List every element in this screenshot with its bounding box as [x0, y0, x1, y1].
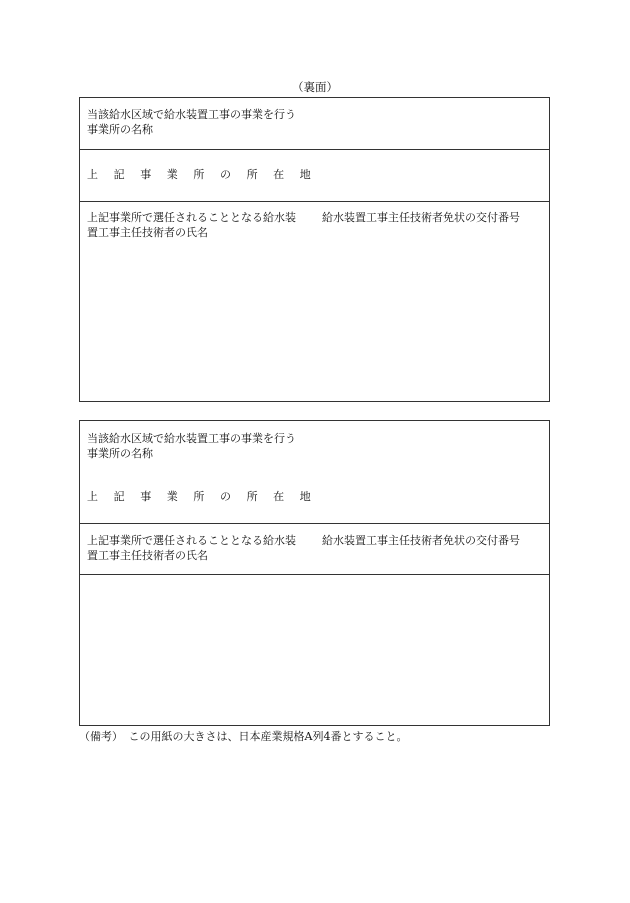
page-heading: （裏面）: [292, 80, 338, 94]
location-char: 所: [246, 490, 258, 503]
location-char: 事: [140, 168, 152, 181]
location-char: 在: [273, 490, 285, 503]
location-char: 記: [113, 490, 125, 503]
office-name-label-line2: 事業所の名称: [87, 447, 153, 460]
location-char: 記: [113, 168, 125, 181]
location-char: 所: [193, 490, 205, 503]
location-char: の: [219, 490, 231, 503]
license-number-label: 給水装置工事主任技術者免状の交付番号: [322, 211, 520, 224]
location-char: 地: [299, 168, 311, 181]
location-char: 地: [299, 490, 311, 503]
office-location-label: [87, 489, 326, 504]
office-location-row[interactable]: [80, 150, 549, 202]
office-name-row[interactable]: [80, 98, 549, 150]
form-block-1: [79, 97, 550, 402]
location-char: 事: [140, 490, 152, 503]
technician-label-line1: 上記事業所で選任されることとなる給水装: [87, 211, 296, 224]
office-name-label-line1: 当該給水区域で給水装置工事の事業を行う: [87, 108, 296, 121]
location-char: 所: [193, 168, 205, 181]
location-char: 上: [87, 490, 98, 503]
technician-label-line2: 置工事主任技術者の氏名: [87, 226, 208, 239]
location-char: 所: [246, 168, 258, 181]
location-char: の: [219, 168, 231, 181]
office-location-label: [87, 167, 326, 182]
form-block-2: [79, 420, 550, 726]
technician-header-row: [80, 524, 549, 575]
office-name-and-location-row[interactable]: [80, 421, 549, 524]
remarks-note: （備考） この用紙の大きさは、日本産業規格A列4番とすること。: [79, 730, 408, 743]
location-char: 上: [87, 168, 98, 181]
office-name-label-line1: 当該給水区域で給水装置工事の事業を行う: [87, 432, 296, 445]
technician-label-line1: 上記事業所で選任されることとなる給水装: [87, 534, 296, 547]
location-char: 業: [166, 168, 178, 181]
location-char: 在: [273, 168, 285, 181]
location-char: 業: [166, 490, 178, 503]
technician-label-line2: 置工事主任技術者の氏名: [87, 549, 208, 562]
technician-entry-area[interactable]: [80, 575, 549, 725]
license-number-label: 給水装置工事主任技術者免状の交付番号: [322, 534, 520, 547]
office-name-label-line2: 事業所の名称: [87, 123, 153, 136]
technician-row[interactable]: [80, 202, 549, 402]
